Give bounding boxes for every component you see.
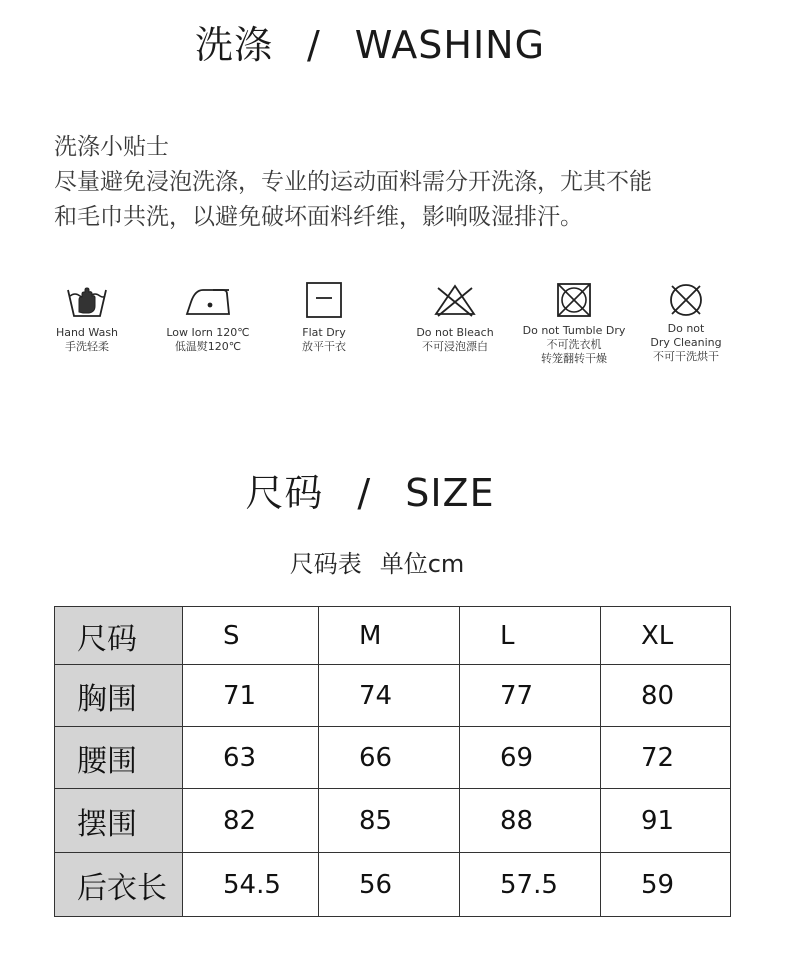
flat-dry-label-cn: 放平干衣 [302, 340, 346, 353]
care-item-hand-wash [22, 280, 152, 354]
table-row [55, 665, 731, 727]
no-bleach-label-en: Do not Bleach [416, 326, 494, 339]
row-label: 后衣长 [55, 853, 183, 917]
table-cell: 80 [601, 665, 731, 727]
washing-title [0, 14, 740, 69]
table-header-row [55, 607, 731, 665]
header-size-label: 尺码 [55, 607, 183, 665]
table-cell: 88 [460, 789, 601, 853]
no-bleach-label-cn: 不可浸泡漂白 [422, 340, 488, 353]
iron-low-icon [183, 280, 233, 320]
table-row [55, 853, 731, 917]
row-label: 摆围 [55, 789, 183, 853]
tips-line-1: 尽量避免浸泡洗涤，专业的运动面料需分开洗涤，尤其不能 [54, 169, 652, 195]
tips-line-2: 和毛巾共洗，以避免破坏面料纤维，影响吸湿排汗。 [54, 204, 583, 230]
header-cell-s: S [183, 607, 319, 665]
size-title-en: SIZE [405, 471, 495, 515]
no-tumble-dry-label-en: Do not Tumble Dry [522, 324, 626, 337]
no-dry-clean-label-en-2: Dry Cleaning [650, 336, 722, 349]
no-tumble-dry-icon [552, 280, 596, 320]
flat-dry-label-en: Flat Dry [302, 326, 346, 339]
washing-title-cn: 洗涤 [194, 23, 273, 67]
washing-tips [54, 130, 754, 235]
no-tumble-dry-label-cn-2: 转笼翻转干燥 [541, 352, 607, 365]
table-cell: 54.5 [183, 853, 319, 917]
table-row [55, 727, 731, 789]
table-cell: 57.5 [460, 853, 601, 917]
header-cell-m: M [319, 607, 460, 665]
caption-chart-name: 尺码表 [289, 550, 362, 578]
table-cell: 85 [319, 789, 460, 853]
no-dry-clean-label-en: Do not [667, 322, 705, 335]
no-dry-clean-icon [664, 280, 708, 320]
header-cell-xl: XL [601, 607, 731, 665]
table-cell: 63 [183, 727, 319, 789]
care-item-no-bleach [390, 280, 520, 354]
hand-wash-label-en: Hand Wash [55, 326, 119, 339]
iron-label-en: Low Iorn 120℃ [166, 326, 250, 339]
no-bleach-icon [432, 280, 478, 320]
care-item-iron [143, 280, 273, 354]
size-title [0, 462, 740, 517]
care-item-no-tumble-dry [509, 280, 639, 366]
header-cell-l: L [460, 607, 601, 665]
care-item-no-dry-clean [621, 280, 751, 364]
washing-title-separator: / [306, 23, 321, 67]
table-cell: 72 [601, 727, 731, 789]
size-title-separator: / [357, 471, 372, 515]
table-cell: 91 [601, 789, 731, 853]
care-item-flat-dry [259, 280, 389, 354]
washing-title-en: WASHING [354, 23, 546, 67]
no-dry-clean-label-cn: 不可干洗烘干 [653, 350, 719, 363]
hand-wash-icon [65, 280, 109, 320]
row-label: 腰围 [55, 727, 183, 789]
table-cell: 69 [460, 727, 601, 789]
size-table [54, 606, 731, 917]
iron-label-cn: 低温熨120℃ [174, 340, 242, 353]
no-tumble-dry-label-cn: 不可洗衣机 [546, 338, 602, 351]
table-row [55, 789, 731, 853]
tips-title: 洗涤小贴士 [54, 134, 169, 160]
row-label: 胸围 [55, 665, 183, 727]
size-chart-caption [0, 544, 754, 579]
table-cell: 77 [460, 665, 601, 727]
caption-unit: 单位cm [379, 550, 465, 578]
hand-wash-label-cn: 手洗轻柔 [65, 340, 109, 353]
table-cell: 82 [183, 789, 319, 853]
table-cell: 71 [183, 665, 319, 727]
table-cell: 66 [319, 727, 460, 789]
table-cell: 74 [319, 665, 460, 727]
flat-dry-icon [302, 280, 346, 320]
table-cell: 56 [319, 853, 460, 917]
table-cell: 59 [601, 853, 731, 917]
size-title-cn: 尺码 [245, 471, 324, 515]
